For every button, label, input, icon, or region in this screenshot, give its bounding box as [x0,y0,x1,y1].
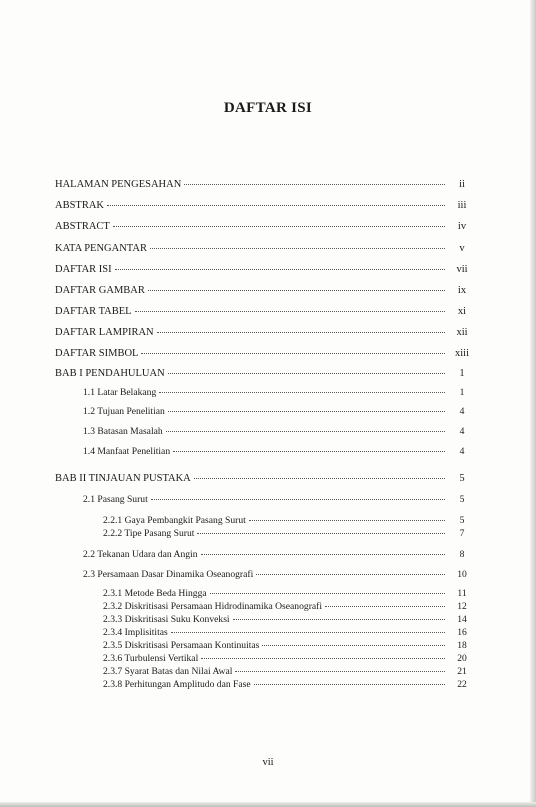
toc-entry-page: 4 [459,426,465,437]
toc-leader-dots [325,596,445,607]
toc-entry-label: DAFTAR SIMBOL [55,348,139,359]
toc-entry-label: 2.2.2 Tipe Pasang Surut [103,528,195,539]
toc-entry-page: 5 [459,494,465,505]
page-edge-right [530,0,536,807]
toc-leader-dots [157,322,445,333]
toc-entry [83,423,476,437]
toc-leader-dots [197,523,445,534]
toc-entry-page: iv [457,221,467,232]
toc-entry-page: vii [456,264,468,275]
toc-leader-dots [254,674,445,685]
toc-entry-page: 22 [457,679,467,690]
page-title: DAFTAR ISI [223,100,313,116]
toc-leader-dots [166,421,445,432]
toc-entry-label: 1.1 Latar Belakang [83,387,157,398]
toc-leader-dots [168,363,445,374]
toc-entry-label: 2.2.1 Gaya Pembangkit Pasang Surut [103,515,246,526]
toc-entry-label: 2.3.4 Implisititas [103,627,168,638]
toc-entry [55,345,476,359]
toc-entry-label: 1.3 Batasan Masalah [83,426,163,437]
toc-leader-dots [135,301,445,312]
toc-leader-dots [107,195,445,206]
toc-entry-page: xii [456,327,468,338]
toc-entry-label: 2.3.2 Diskritisasi Persamaan Hidrodinamika Oseanografi [103,601,323,612]
toc-entry-page: 18 [457,640,467,651]
toc-entry-label: 1.4 Manfaat Penelitian [83,446,171,457]
toc-entry [83,491,476,505]
toc-entry-page: 20 [457,653,467,664]
toc-leader-dots [194,468,445,479]
toc-entry-label: 1.2 Tujuan Penelitian [83,406,165,417]
toc-entry-page: 4 [459,406,465,417]
toc-entry-label: DAFTAR LAMPIRAN [55,327,154,338]
toc-entry-page: 1 [459,387,465,398]
toc-entry [55,303,476,317]
toc-entry-page: 5 [459,515,465,526]
toc-entry-page: 10 [457,569,467,580]
toc-entry [83,403,476,417]
toc-entry-page: 21 [457,666,467,677]
toc-entry-page: iii [457,200,467,211]
toc-leader-dots [249,510,445,521]
toc-entry-label: 2.1 Pasang Surut [83,494,148,505]
toc-leader-dots [150,238,445,249]
toc-leader-dots [115,259,445,270]
toc-entry-label: HALAMAN PENGESAHAN [55,179,182,190]
toc-leader-dots [113,216,445,227]
toc-entry-label: 2.3.5 Diskritisasi Persamaan Kontinuitas [103,640,260,651]
toc-entry [55,324,476,338]
toc-entry-label: 2.3.1 Metode Beda Hingga [103,588,207,599]
toc-entry-label: 2.3.3 Diskritisasi Suku Konveksi [103,614,230,625]
toc-leader-dots [233,609,445,620]
toc-entry [55,218,476,232]
toc-entry-label: ABSTRAK [55,200,105,211]
toc-entry [83,566,476,580]
toc-entry-page: 12 [457,601,467,612]
toc-entry-label: BAB I PENDAHULUAN [55,368,165,379]
toc-entry [83,546,476,560]
toc-entry [55,197,476,211]
toc-entry [55,365,476,379]
toc-entry [55,240,476,254]
toc-leader-dots [184,174,445,185]
toc-entry-label: DAFTAR GAMBAR [55,285,145,296]
toc-entry [55,282,476,296]
toc-entry-label: BAB II TINJAUAN PUSTAKA [55,473,191,484]
toc-leader-dots [235,661,445,672]
toc-leader-dots [210,583,445,594]
toc-entry-page: xi [457,306,467,317]
toc-leader-dots [262,635,445,646]
toc-entry-page: 4 [459,446,465,457]
toc-leader-dots [168,401,445,412]
toc-leader-dots [141,343,445,354]
toc-entry [55,470,476,484]
toc-entry [103,525,476,539]
toc-entry-page: 14 [457,614,467,625]
toc-entry-page: v [459,243,465,254]
toc-entry-page: 8 [459,549,465,560]
toc-entry-label: ABSTRACT [55,221,110,232]
toc-entry-page: 11 [457,588,467,599]
toc-entry-label: 2.2 Tekanan Udara dan Angin [83,549,198,560]
toc-entry [55,176,476,190]
page-edge-bottom [0,802,536,807]
toc-entry-page: xiii [454,348,469,359]
toc-entry [83,384,476,398]
toc-leader-dots [159,382,445,393]
toc-entry-page: 16 [457,627,467,638]
toc-entry-page: 5 [459,473,465,484]
toc-entry-page: ix [457,285,467,296]
toc-entry-label: 2.3 Persamaan Dasar Dinamika Oseanografi [83,569,254,580]
toc-leader-dots [201,648,445,659]
toc-entry-label: 2.3.7 Syarat Batas dan Nilai Awal [103,666,233,677]
toc-entry-page: ii [459,179,465,190]
toc-leader-dots [201,544,445,555]
toc-entry-label: DAFTAR ISI [55,264,112,275]
toc-entry-label: DAFTAR TABEL [55,306,132,317]
toc-entry-page: 7 [459,528,465,539]
page-number: vii [262,757,274,768]
toc-leader-dots [151,489,445,500]
toc-entry-label: 2.3.6 Turbulensi Vertikal [103,653,199,664]
toc-entry [55,261,476,275]
toc-entry-label: 2.3.8 Perhitungan Amplitudo dan Fase [103,679,251,690]
toc-leader-dots [148,280,445,291]
toc-leader-dots [171,622,445,633]
toc-entry [103,676,476,690]
toc-entry-label: KATA PENGANTAR [55,243,147,254]
toc-entry [83,443,476,457]
toc-leader-dots [173,441,445,452]
toc-entry-page: 1 [459,368,465,379]
toc-leader-dots [256,564,445,575]
